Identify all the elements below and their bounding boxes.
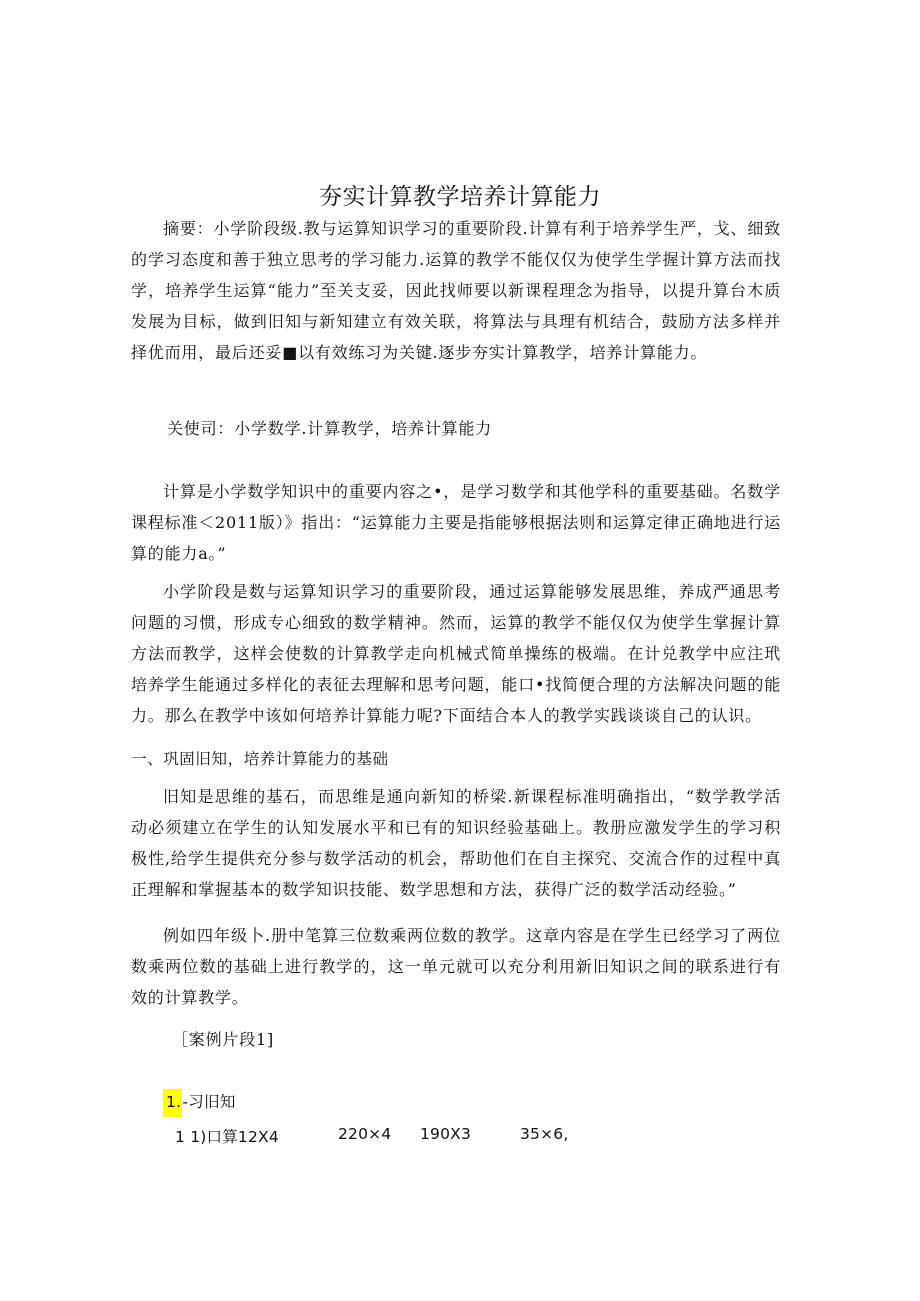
keywords-line: 关使司：小学数学.计算教学，培养计算能力 bbox=[167, 419, 493, 438]
body-paragraph-2: 小学阶段是数与运算知识学习的重要阶段，通过运算能够发展思维，养成严通思考问题的习惯，形成专心细致的数学精神。然而，运算的教学不能仅仅为使学生掌握计算方法而教学，这样会使数的计算教学走向机械式简单操练的极端。在计兑教学中应注玳培养学生能通过多样化的表征去理解和思考问题，能口•找简便合理的方法解决问题的能力。那么在教学中该如何培养计算能力呢?下面结合本人的教学实践谈谈自己的认识。 bbox=[131, 582, 781, 725]
highlighted-number: 1. bbox=[163, 1089, 182, 1117]
body-paragraph-1: 计算是小学数学知识中的重要内容之•，是学习数学和其他学科的重要基础。名数学课程标准＜2011版）》指出：“运算能力主要是指能够根据法则和运算定律正确地进行运算的能力a。” bbox=[131, 482, 781, 563]
review-heading-text: -习旧知 bbox=[182, 1093, 236, 1111]
document-title: 夯实计算教学培养计算能力 bbox=[319, 184, 601, 210]
calc-item-1: 1 1)口算12X4 bbox=[175, 1128, 279, 1146]
calc-item-4: 35×6, bbox=[520, 1125, 569, 1143]
abstract-paragraph: 摘要：小学阶段级.教与运算知识学习的重要阶段.计算有利于培养学生严，戈、细致的学习态度和善于独立思考的学习能力.运算的教学不能仅仅为使学生学握计算方法而找学，培养学生运算“能力”至关支妥，因此找师要以新课程理念为指导，以提升算台木质发展为目标，做到旧知与新知建立有效关联，将算法与具理有机结合，鼓励方法多样并择优而用，最后还妥■以有效练习为关键.逐步夯实计算教学，培养计算能力。 bbox=[131, 219, 781, 362]
section-heading-1: 一、巩固旧知，培养计算能力的基础 bbox=[131, 750, 389, 768]
body-paragraph-3: 旧知是思维的基石，而思维是通向新知的桥梁.新课程标准明确指出，“数学教学活动必须建立在学生的认知发展水平和已有的知识经验基础上。教册应激发学生的学习积极性,给学生提供充分参与数学活动的机会，帮助他们在自主探究、交流合作的过程中真正理解和掌握基本的数学知识技能、数学思想和方法，获得广泛的数学活动经验。” bbox=[131, 787, 781, 899]
case-label: ［案例片段1] bbox=[172, 1030, 275, 1049]
body-paragraph-4: 例如四年级卜.册中笔算三位数乘两位数的教学。这章内容是在学生已经学习了两位数乘两位数的基础上进行教学的，这一单元就可以充分利用新旧知识之间的联系进行有效的计算教学。 bbox=[131, 926, 781, 1007]
calc-item-3: 190X3 bbox=[420, 1125, 472, 1143]
calc-item-2: 220×4 bbox=[338, 1125, 392, 1143]
review-heading bbox=[163, 1090, 236, 1112]
